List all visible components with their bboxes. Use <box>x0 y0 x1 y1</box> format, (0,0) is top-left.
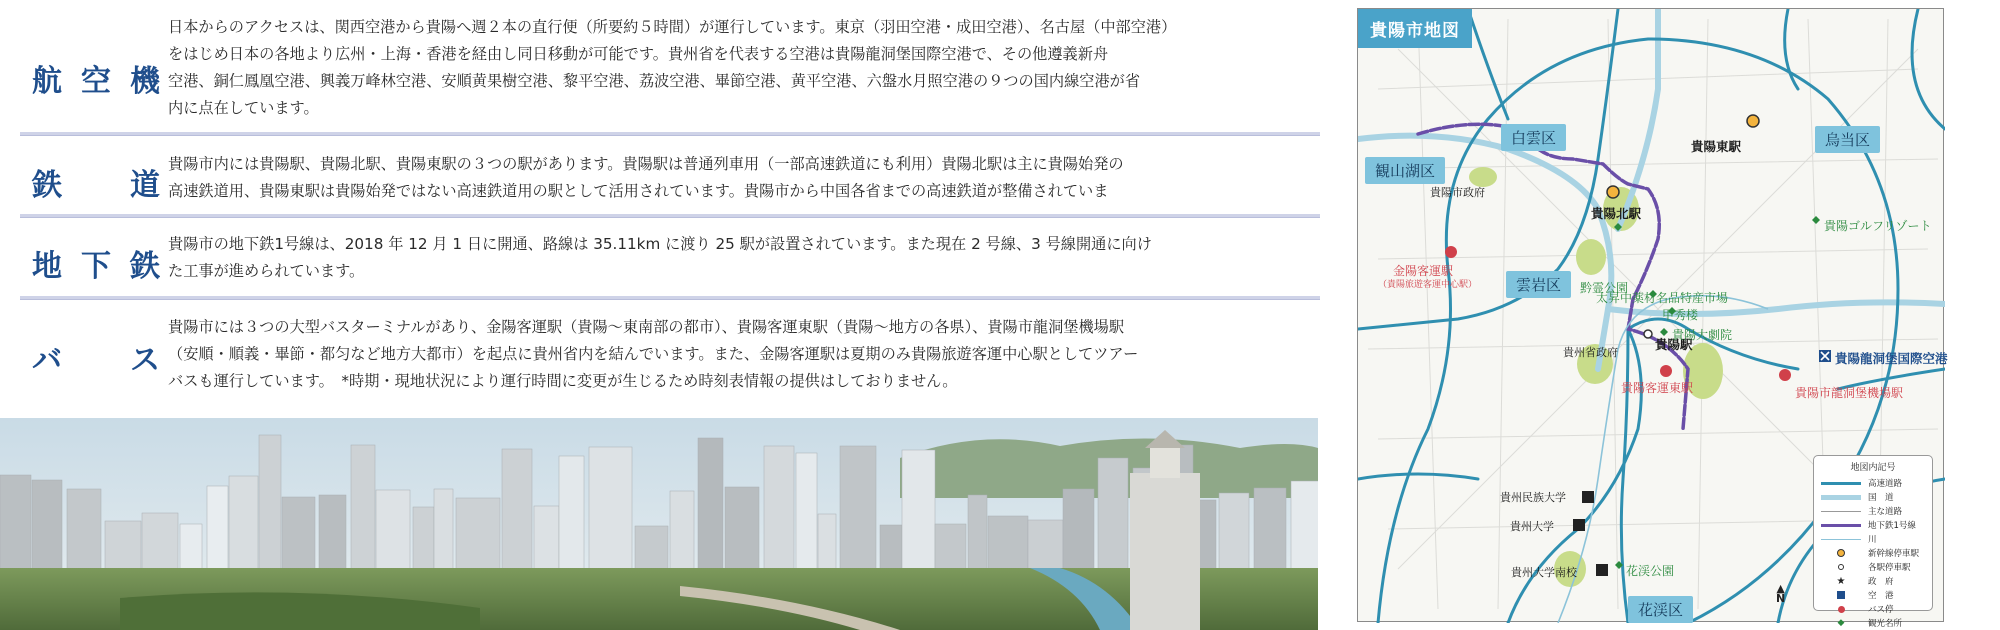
university-label: 貴州大学 <box>1510 520 1554 533</box>
government-label-city: 貴陽市政府 <box>1430 186 1485 199</box>
building <box>725 487 759 573</box>
section-divider <box>20 132 1320 136</box>
legend-title: 地図内記号 <box>1850 463 1896 473</box>
building <box>534 506 559 573</box>
station-marker-east <box>1747 115 1759 127</box>
legend-row: 各駅停車駅 <box>1820 560 1926 574</box>
building <box>902 450 935 573</box>
building <box>935 524 966 573</box>
legend-row: ◆ 観光名所 <box>1837 618 1903 629</box>
legend-row: 国 道 <box>1820 490 1926 504</box>
text-line: 貴陽市の地下鉄1号線は、2018 年 12 月 1 日に開通、路線は 35.11km に渡り 25 駅が設置されています。また現在 2 号線、3 号線開通に向け <box>168 235 1152 253</box>
building <box>840 446 876 573</box>
building <box>698 438 723 573</box>
sight-label: 貴陽ゴルフリゾート <box>1824 219 1932 233</box>
sight-label: 甲秀楼 <box>1662 308 1699 322</box>
station-label-north: 貴陽北駅 <box>1591 206 1642 221</box>
legend-row: 高速道路 <box>1820 476 1926 490</box>
legend-row: 地下鉄1号線 <box>1820 518 1926 532</box>
district-label: 白雲区 <box>1501 124 1566 151</box>
section-heading-bus: バ ス <box>32 343 162 378</box>
legend-row: 川 <box>1820 532 1926 546</box>
building <box>1098 458 1128 573</box>
district-label: 花渓区 <box>1628 596 1693 623</box>
building <box>1291 481 1318 573</box>
building <box>818 514 836 573</box>
bus-station-label: 貴陽市龍洞堡機場駅 <box>1795 386 1904 400</box>
text-line: 空港、銅仁鳳凰空港、興義万峰林空港、安順黄果樹空港、黎平空港、荔波空港、畢節空港、黄平空港、六盤水月照空港の９つの国内線空港が省 <box>168 72 1140 90</box>
section-railway <box>20 140 1320 210</box>
building <box>635 526 668 573</box>
district-label: 烏当区 <box>1815 126 1880 153</box>
section-body-subway <box>168 231 1313 285</box>
section-heading-railway: 鉄 道 <box>32 168 162 203</box>
building <box>1254 488 1286 573</box>
bus-stop-icon <box>1660 365 1672 377</box>
building <box>502 449 532 573</box>
building <box>1219 493 1249 573</box>
building <box>988 516 1028 573</box>
station-marker-north <box>1607 186 1619 198</box>
text-line: をはじめ日本の各地より広州・上海・香港を経由し同日移動が可能です。貴州省を代表する空港は貴陽龍洞堡国際空港で、その他遵義新舟 <box>168 45 1109 63</box>
building <box>670 491 694 573</box>
university-label: 貴州民族大学 <box>1500 491 1566 504</box>
building <box>142 513 178 573</box>
building <box>229 476 258 573</box>
access-sections <box>20 0 1320 418</box>
bus-stop-icon <box>1779 369 1791 381</box>
university-icon <box>1573 519 1585 531</box>
legend-row: 空 港 <box>1820 588 1926 602</box>
section-body-railway <box>168 151 1313 205</box>
section-airplane <box>20 8 1320 123</box>
building <box>1063 489 1094 573</box>
section-body-bus <box>168 314 1313 395</box>
sight-label: 黔霊公園 <box>1580 281 1629 295</box>
airport-label: 貴陽龍洞堡国際空港 <box>1835 351 1948 366</box>
building <box>968 495 987 573</box>
building <box>282 497 315 573</box>
district-label: 雲岩区 <box>1506 271 1571 298</box>
building <box>32 480 62 573</box>
text-line: （安順・順義・畢節・都匀など地方大都市）を起点に貴州省内を結んでいます。また、金陽客運駅は夏期のみ貴陽旅遊客運中心駅としてツアー <box>168 345 1139 363</box>
text-line: 貴陽市には３つの大型バスターミナルがあり、金陽客運駅（貴陽～東南部の都市）、貴陽客運東駅（貴陽～地方の各県）、貴陽市龍洞堡機場駅 <box>168 318 1125 336</box>
legend-row: ★ 政 府 <box>1836 575 1894 587</box>
text-line: 内に点在しています。 <box>168 99 319 117</box>
building <box>456 498 500 573</box>
building <box>1028 520 1063 573</box>
text-line: 高速鉄道用、貴陽東駅は貴陽始発ではない高速鉄道用の駅として活用されています。貴陽市から中国各省までの高速鉄道が整備されていま <box>168 182 1109 200</box>
text-line: た工事が進められています。 <box>168 262 365 280</box>
building <box>207 486 228 573</box>
building <box>180 524 202 573</box>
city-skyline-photo <box>0 418 1318 630</box>
station-label-east: 貴陽東駅 <box>1691 139 1742 154</box>
bus-station-label: 貴陽客運東駅 <box>1621 381 1694 395</box>
section-body-airplane <box>168 14 1313 122</box>
building <box>351 445 375 573</box>
building <box>67 489 101 573</box>
section-heading-subway: 地下鉄 <box>32 249 162 284</box>
section-bus <box>20 302 1320 412</box>
map-legend <box>1813 455 1933 629</box>
building <box>0 475 31 573</box>
sight-marker <box>1812 216 1820 224</box>
district-label: 観山湖区 <box>1365 157 1445 184</box>
university-label: 貴州大学南校 <box>1511 566 1577 579</box>
text-line: 貴陽市内には貴陽駅、貴陽北駅、貴陽東駅の３つの駅があります。貴陽駅は普通列車用（一部高速鉄道にも利用）貴陽北駅は主に貴陽始発の <box>168 155 1124 173</box>
sight-label: 太昇中薬材名品特産市場 <box>1596 291 1729 305</box>
skyline-illustration <box>0 418 1318 630</box>
section-heading-airplane: 航空機 <box>32 64 162 99</box>
legend-row: バス停 <box>1820 602 1926 616</box>
text-line: 日本からのアクセスは、関西空港から貴陽へ週２本の直行便（所要約５時間）が運行しています。東京（羽田空港・成田空港）、名古屋（中部空港） <box>168 18 1177 36</box>
map-title: 貴陽市地図 <box>1358 9 1472 48</box>
university-icon <box>1582 491 1594 503</box>
building <box>319 495 346 573</box>
station-label-main: 貴陽駅 <box>1655 337 1693 352</box>
section-divider <box>20 296 1320 300</box>
building <box>434 489 453 573</box>
legend-row: 主な道路 <box>1820 504 1926 518</box>
bus-station-label: 金陽客運駅 <box>1393 264 1454 278</box>
section-subway <box>20 220 1320 290</box>
building <box>559 456 584 573</box>
north-arrow-icon: ▲ N <box>1776 582 1786 605</box>
legend-row: 新幹線停車駅 <box>1820 546 1926 560</box>
building <box>376 490 410 573</box>
bus-station-sublabel: （貴陽旅遊客運中心駅） <box>1378 280 1478 290</box>
building <box>259 435 281 573</box>
building <box>880 525 902 573</box>
sight-label: 花渓公園 <box>1626 564 1675 578</box>
building <box>764 446 794 573</box>
guiyang-map <box>1357 8 1948 629</box>
building <box>105 521 141 573</box>
government-label-province: 貴州省政府 <box>1563 346 1618 359</box>
section-divider <box>20 214 1320 218</box>
bus-stop-icon <box>1445 246 1457 258</box>
building <box>796 453 817 573</box>
sight-label: 貴陽大劇院 <box>1672 328 1733 342</box>
building <box>589 447 632 573</box>
text-line: バスも運行しています。 *時期・現地状況により運行時間に変更が生じるため時刻表情報の提供はしておりません。 <box>168 372 958 390</box>
station-marker-main <box>1644 330 1652 338</box>
building <box>413 507 434 573</box>
university-icon <box>1596 564 1608 576</box>
